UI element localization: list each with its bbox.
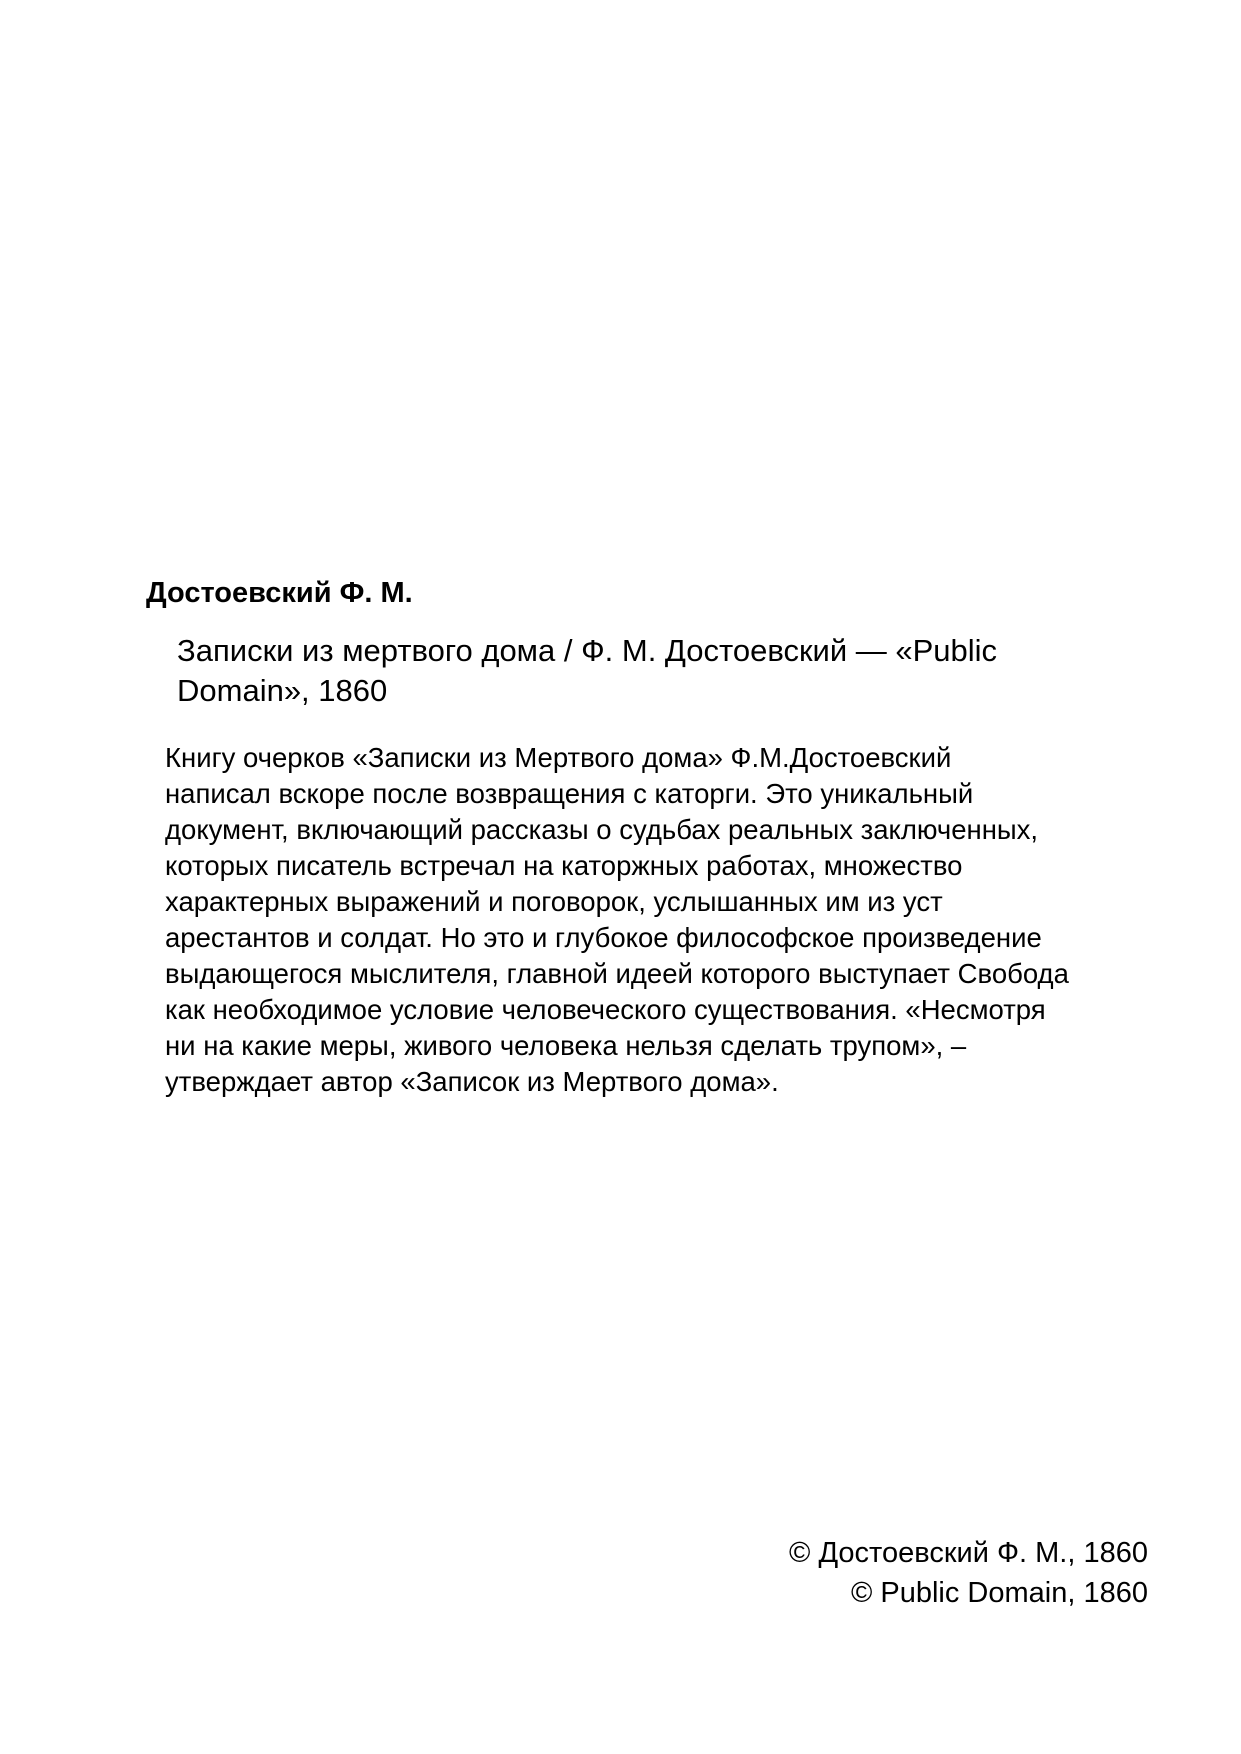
annotation-line: документ, включающий рассказы о судьбах реальных заключенных, bbox=[165, 814, 1039, 845]
annotation-line: выдающегося мыслителя, главной идеей которого выступает Свобода bbox=[165, 958, 1069, 989]
bibliographic-record bbox=[177, 631, 1117, 711]
annotation-line: которых писатель встречал на каторжных работах, множество bbox=[165, 850, 963, 881]
annotation-line: утверждает автор «Записок из Мертвого дома». bbox=[165, 1066, 779, 1097]
annotation-line: написал вскоре после возвращения с каторги. Это уникальный bbox=[165, 778, 974, 809]
annotation-line: Книгу очерков «Записки из Мертвого дома» Ф.М.Достоевский bbox=[165, 742, 952, 773]
author-heading: Достоевский Ф. М. bbox=[146, 577, 413, 609]
bibliographic-record-line-2: Domain», 1860 bbox=[177, 673, 388, 708]
copyright-author: © Достоевский Ф. М., 1860 bbox=[789, 1537, 1148, 1569]
annotation-line: ни на какие меры, живого человека нельзя сделать трупом», – bbox=[165, 1030, 967, 1061]
annotation-line: характерных выражений и поговорок, услышанных им из уст bbox=[165, 886, 943, 917]
bibliographic-record-line-1: Записки из мертвого дома / Ф. М. Достоевский — «Public bbox=[177, 633, 998, 668]
annotation-line: арестантов и солдат. Но это и глубокое философское произведение bbox=[165, 922, 1042, 953]
book-annotation bbox=[165, 740, 1165, 1100]
annotation-line: как необходимое условие человеческого существования. «Несмотря bbox=[165, 994, 1046, 1025]
copyright-publisher: © Public Domain, 1860 bbox=[850, 1577, 1148, 1609]
copyright-block bbox=[789, 1533, 1148, 1613]
